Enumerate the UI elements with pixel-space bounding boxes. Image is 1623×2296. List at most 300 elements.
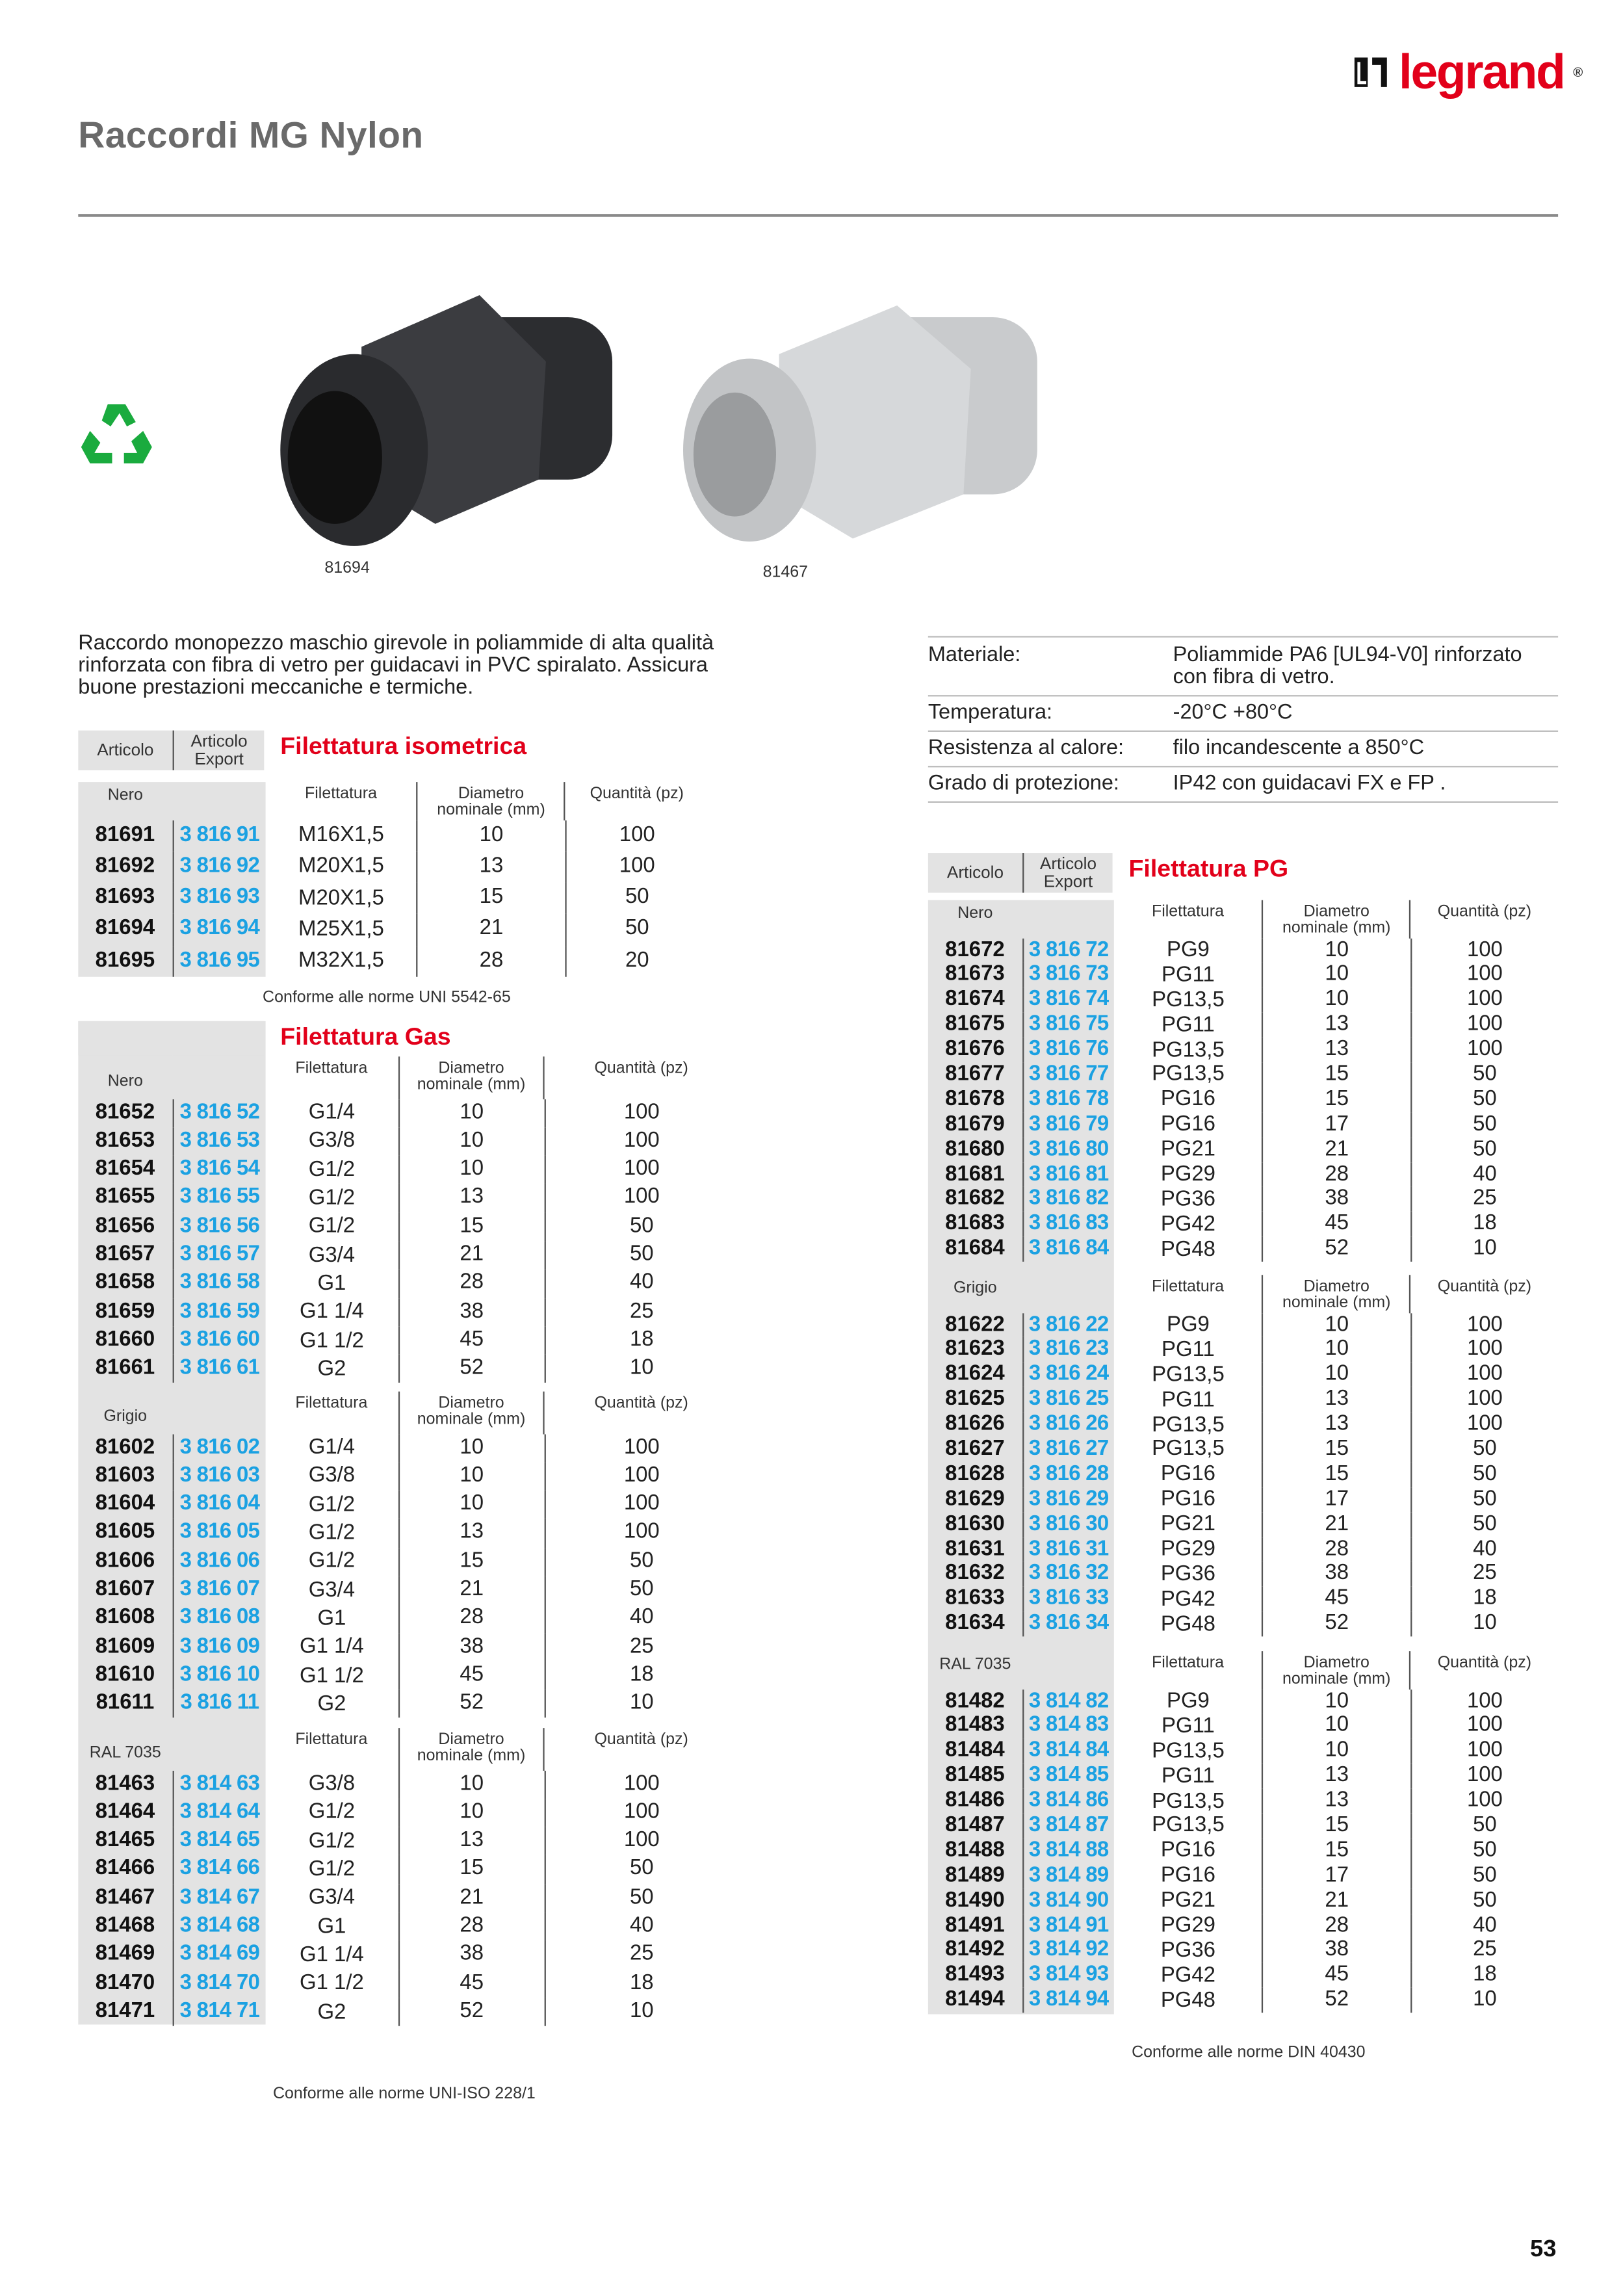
quantity: 100 [1410,1739,1558,1764]
col-quantita: Quantità (pz) [564,782,708,820]
export-code: 3 816 25 [1022,1387,1114,1412]
export-code: 3 816 74 [1022,987,1114,1012]
export-code: 3 816 06 [172,1548,266,1576]
spacer [172,782,265,820]
export-code: 3 816 58 [172,1270,266,1298]
diameter: 15 [1262,1814,1410,1838]
table-row [78,1491,738,1519]
table-row [928,1587,1558,1611]
diameter: 21 [1262,1888,1410,1913]
export-code: 3 816 23 [1022,1338,1114,1363]
spec-value: filo incandescente a 850°C [1173,736,1425,761]
export-code: 3 814 71 [172,1998,266,2026]
quantity: 100 [1410,1387,1558,1412]
export-code: 3 816 53 [172,1127,266,1156]
export-code: 3 814 69 [172,1941,266,1970]
col-quantita: Quantità (pz) [1409,1651,1558,1689]
diameter: 10 [1262,987,1410,1012]
table-group [78,1056,738,1383]
diameter: 52 [1262,1988,1410,2013]
export-code: 3 816 27 [1022,1437,1114,1462]
col-quantita: Quantità (pz) [543,1728,738,1770]
table-row [928,1988,1558,2013]
thread: G3/8 [308,1464,356,1489]
table-row [78,1941,738,1970]
thread: PG11 [1162,1714,1215,1738]
export-code: 3 816 31 [1022,1537,1114,1561]
spec-row [928,696,1558,731]
quantity: 100 [1410,963,1558,987]
table-row [78,1884,738,1912]
quantity: 50 [1410,1838,1558,1863]
table-row [928,938,1558,963]
quantity: 100 [1410,1363,1558,1387]
table-row [928,1764,1558,1788]
table-row [928,1037,1558,1062]
export-code: 3 816 94 [172,914,266,945]
quantity: 25 [544,1941,738,1970]
table-row [78,1519,738,1548]
table-row [78,1827,738,1855]
table-row [78,1912,738,1941]
table-group [78,1392,738,1719]
thread: PG13,5 [1152,1363,1225,1387]
quantity: 25 [1410,1562,1558,1587]
article-code: 81486 [945,1788,1005,1812]
diameter: 15 [417,883,565,914]
article-code: 81628 [945,1462,1005,1486]
col-filettatura: Filettatura [295,1394,368,1413]
brand-name: legrand [1398,44,1565,99]
thread: PG9 [1167,1689,1210,1714]
article-code: 81488 [945,1838,1005,1862]
header-articolo [78,1021,172,1055]
spec-label: Grado di protezione: [928,772,1119,796]
quantity: 50 [1410,1437,1558,1462]
diameter: 10 [1262,1363,1410,1387]
diameter: 21 [417,914,565,945]
article-code: 81676 [945,1037,1005,1062]
article-code: 81683 [945,1212,1005,1236]
quantity: 100 [544,1099,738,1127]
group-header-row [78,1056,738,1099]
thread: G1/2 [308,1829,356,1853]
diameter: 10 [398,1491,544,1519]
diameter: 38 [398,1941,544,1970]
group-header-row [78,1728,738,1770]
quantity: 50 [565,914,708,945]
col-quantita: Quantità (pz) [1409,900,1558,938]
article-code: 81624 [945,1362,1005,1387]
quantity: 18 [1410,1212,1558,1236]
article-code: 81631 [945,1537,1005,1561]
table-header [928,853,1558,893]
thread: PG16 [1160,1088,1216,1112]
diameter: 13 [398,1827,544,1855]
product-image-black [273,273,634,561]
export-code: 3 816 95 [172,945,266,976]
thread: G1/2 [308,1521,356,1545]
product-image-grey [676,288,1045,561]
diameter: 52 [398,1355,544,1383]
col-filettatura: Filettatura [1151,903,1225,921]
diameter: 28 [398,1912,544,1941]
spec-value: IP42 con guidacavi FX e FP . [1173,772,1446,796]
export-code: 3 814 85 [1022,1764,1114,1788]
table-row [928,1312,1558,1337]
export-code: 3 814 91 [1022,1913,1114,1938]
export-code: 3 816 24 [1022,1363,1114,1387]
thread: G1/2 [308,1214,356,1239]
table-row [928,1162,1558,1187]
table-row [78,1969,738,1998]
diameter: 10 [1262,1312,1410,1337]
group-label: RAL 7035 [89,1744,161,1762]
table-header [78,731,708,770]
quantity: 50 [544,1241,738,1270]
table-row [78,1604,738,1633]
table-row [928,1611,1558,1636]
quantity: 100 [1410,938,1558,963]
quantity: 40 [544,1912,738,1941]
table-row [928,1338,1558,1363]
export-code: 3 816 77 [1022,1062,1114,1087]
export-code: 3 816 83 [1022,1212,1114,1236]
group-label: Grigio [953,1279,997,1298]
diameter: 52 [1262,1611,1410,1636]
diameter: 28 [417,945,565,976]
article-code: 81466 [95,1857,155,1881]
table-row [928,1739,1558,1764]
table-group [928,1651,1558,2013]
article-code: 81658 [95,1271,155,1295]
diameter: 38 [1262,1938,1410,1963]
thread: G1 1/4 [299,1635,364,1659]
diameter: 13 [1262,1037,1410,1062]
recycle-icon [78,398,155,469]
diameter: 45 [1262,1587,1410,1611]
thread: PG16 [1160,1487,1216,1511]
thread: PG29 [1160,1162,1216,1186]
export-code: 3 816 79 [1022,1112,1114,1137]
table-row [928,1212,1558,1236]
quantity: 50 [1410,1487,1558,1512]
table-row [928,1137,1558,1162]
export-code: 3 814 63 [172,1770,266,1799]
export-code: 3 816 34 [1022,1611,1114,1636]
spacer [172,1392,265,1434]
thread: PG11 [1162,1013,1215,1037]
article-code: 81680 [945,1137,1005,1161]
export-code: 3 814 67 [172,1884,266,1912]
table-row [78,1127,738,1156]
article-code: 81465 [95,1828,155,1853]
diameter: 10 [1262,1689,1410,1714]
thread: G1/2 [308,1158,356,1182]
spec-row [928,732,1558,767]
group-header-row [78,782,708,820]
article-code: 81623 [945,1337,1005,1361]
table-title: Filettatura Gas [280,1024,451,1051]
col-diametro: Diametro nominale (mm) [1262,900,1410,938]
article-code: 81655 [95,1185,155,1210]
diameter: 52 [398,1998,544,2026]
thread: G1 1/4 [299,1300,364,1324]
diameter: 17 [1262,1487,1410,1512]
quantity: 100 [544,1433,738,1462]
diameter: 13 [1262,1764,1410,1788]
quantity: 100 [1410,1312,1558,1337]
legrand-logo: legrand ® [1351,44,1581,100]
spec-row [928,638,1558,697]
article-code: 81682 [945,1187,1005,1211]
thread: PG21 [1160,1512,1216,1537]
table-row [928,1387,1558,1412]
diameter: 45 [398,1969,544,1998]
table-row [78,1184,738,1212]
thread: PG42 [1160,1587,1216,1611]
quantity: 100 [1410,1338,1558,1363]
col-quantita: Quantità (pz) [543,1392,738,1434]
thread: G1/4 [308,1101,356,1125]
quantity: 10 [1410,1611,1558,1636]
thread: PG48 [1160,1612,1216,1636]
quantity: 100 [1410,1037,1558,1062]
article-code: 81659 [95,1299,155,1324]
diameter: 21 [1262,1137,1410,1162]
quantity: 10 [1410,1988,1558,2013]
quantity: 50 [1410,1062,1558,1087]
article-code: 81684 [945,1236,1005,1261]
table-title: Filettatura PG [1128,855,1289,883]
quantity: 100 [544,1799,738,1827]
quantity: 100 [1410,1013,1558,1037]
thread: G1 1/4 [299,1943,364,1967]
col-diametro: Diametro nominale (mm) [398,1392,543,1434]
thread: G2 [317,2000,346,2024]
quantity: 25 [1410,1187,1558,1212]
diameter: 10 [398,1433,544,1462]
article-code: 81656 [95,1214,155,1238]
quantity: 100 [544,1462,738,1491]
quantity: 50 [1410,1863,1558,1888]
table-row [928,1363,1558,1387]
article-code: 81626 [945,1412,1005,1436]
diameter: 10 [1262,963,1410,987]
export-code: 3 816 26 [1022,1413,1114,1437]
diameter: 38 [398,1633,544,1662]
export-code: 3 816 22 [1022,1312,1114,1337]
article-code: 81695 [95,948,155,972]
image-caption: 81694 [324,559,370,577]
diameter: 15 [398,1855,544,1884]
spec-label: Temperatura: [928,701,1053,725]
quantity: 18 [544,1326,738,1355]
export-code: 3 814 92 [1022,1938,1114,1963]
quantity: 10 [1410,1237,1558,1262]
header-articolo-export: Articolo Export [173,731,265,770]
table-group [78,782,708,977]
quantity: 18 [544,1969,738,1998]
quantity: 50 [565,883,708,914]
quantity: 40 [1410,1162,1558,1187]
diameter: 38 [1262,1187,1410,1212]
article-code: 81657 [95,1242,155,1266]
thread: G2 [317,1357,346,1381]
diameter: 15 [1262,1437,1410,1462]
article-code: 81630 [945,1511,1005,1536]
article-code: 81625 [945,1387,1005,1411]
thread: PG29 [1160,1537,1216,1561]
table-row [928,987,1558,1012]
quantity: 50 [1410,1088,1558,1112]
quantity: 50 [1410,1462,1558,1487]
article-code: 81491 [945,1913,1005,1937]
thread: PG13,5 [1152,1063,1225,1087]
table-row [928,1562,1558,1587]
export-code: 3 816 76 [1022,1037,1114,1062]
article-code: 81489 [945,1863,1005,1887]
table-row [78,1156,738,1184]
quantity: 100 [544,1770,738,1799]
article-code: 81675 [945,1012,1005,1036]
article-code: 81681 [945,1162,1005,1186]
table-group [928,1275,1558,1636]
thread: G3/4 [308,1886,356,1911]
table-row [928,1938,1558,1963]
col-quantita: Quantità (pz) [1409,1275,1558,1312]
quantity: 18 [1410,1963,1558,1988]
group-header-row [928,1275,1558,1312]
spec-value: -20°C +80°C [1173,701,1293,725]
export-code: 3 816 03 [172,1462,266,1491]
table-row [928,1487,1558,1512]
image-caption: 81467 [762,564,809,582]
article-code: 81627 [945,1437,1005,1461]
table-row [928,1413,1558,1437]
article-code: 81672 [945,937,1005,961]
thread: PG48 [1160,1989,1216,2013]
quantity: 10 [544,1690,738,1719]
article-code: 81610 [95,1663,155,1687]
thread: M16X1,5 [298,823,384,848]
article-code: 81487 [945,1813,1005,1838]
diameter: 13 [1262,1387,1410,1412]
quantity: 40 [544,1604,738,1633]
article-code: 81467 [95,1885,155,1909]
quantity: 100 [544,1827,738,1855]
table-row [928,1689,1558,1714]
export-code: 3 816 84 [1022,1237,1114,1262]
diameter: 21 [398,1576,544,1604]
export-code: 3 816 78 [1022,1088,1114,1112]
thread: G1 1/2 [299,1663,364,1688]
export-code: 3 816 60 [172,1326,266,1355]
diameter: 15 [1262,1838,1410,1863]
article-code: 81470 [95,1970,155,1995]
article-code: 81632 [945,1561,1005,1585]
thread: G3/8 [308,1772,356,1796]
quantity: 100 [544,1491,738,1519]
diameter: 45 [398,1662,544,1690]
export-code: 3 814 66 [172,1855,266,1884]
quantity: 100 [1410,1788,1558,1813]
quantity: 100 [565,820,708,851]
table-header [78,1021,738,1055]
quantity: 40 [544,1270,738,1298]
thread: PG16 [1160,1463,1216,1487]
article-code: 81622 [945,1312,1005,1337]
thread: G1/2 [308,1493,356,1517]
export-code: 3 816 32 [1022,1562,1114,1587]
table-footnote: Conforme alle norme DIN 40430 [1132,2043,1366,2062]
thread: PG16 [1160,1112,1216,1137]
article-code: 81653 [95,1128,155,1153]
table-row [928,1437,1558,1462]
thread: PG36 [1160,1187,1216,1212]
page-number: 53 [1529,2237,1557,2262]
diameter: 45 [1262,1963,1410,1988]
table-group [78,1728,738,2026]
export-code: 3 816 30 [1022,1512,1114,1537]
spacer [1022,1651,1113,1689]
diameter: 15 [1262,1062,1410,1087]
export-code: 3 816 04 [172,1491,266,1519]
thread: G3/8 [308,1129,356,1153]
spec-label: Materiale: [928,643,1021,668]
export-code: 3 816 07 [172,1576,266,1604]
article-code: 81493 [945,1963,1005,1987]
table-row [928,1088,1558,1112]
article-code: 81629 [945,1487,1005,1511]
group-label: Nero [107,1073,143,1091]
col-filettatura: Filettatura [1151,1277,1225,1296]
specs-table [928,636,1558,803]
spec-label: Resistenza al calore: [928,736,1124,761]
thread: PG48 [1160,1237,1216,1261]
diameter: 28 [1262,1162,1410,1187]
table-row [928,1838,1558,1863]
diameter: 28 [398,1270,544,1298]
group-label: RAL 7035 [939,1655,1011,1674]
diameter: 10 [1262,1338,1410,1363]
diameter: 13 [1262,1413,1410,1437]
diameter: 13 [1262,1013,1410,1037]
thread: G1 [317,1914,346,1938]
col-diametro: Diametro nominale (mm) [398,1056,543,1099]
table-row [928,1714,1558,1738]
thread: PG11 [1162,1764,1215,1788]
diameter: 13 [398,1184,544,1212]
export-code: 3 816 09 [172,1633,266,1662]
diameter: 21 [1262,1512,1410,1537]
export-code: 3 816 81 [1022,1162,1114,1187]
article-code: 81602 [95,1435,155,1459]
export-code: 3 814 65 [172,1827,266,1855]
thread: PG42 [1160,1963,1216,1988]
quantity: 50 [1410,1112,1558,1137]
quantity: 100 [544,1156,738,1184]
diameter: 10 [398,1799,544,1827]
export-code: 3 816 52 [172,1099,266,1127]
article-code: 81633 [945,1586,1005,1611]
quantity: 100 [1410,1689,1558,1714]
table-row [928,1187,1558,1212]
quantity: 40 [1410,1537,1558,1561]
col-quantita: Quantità (pz) [543,1056,738,1099]
export-code: 3 814 90 [1022,1888,1114,1913]
table-row [78,1326,738,1355]
